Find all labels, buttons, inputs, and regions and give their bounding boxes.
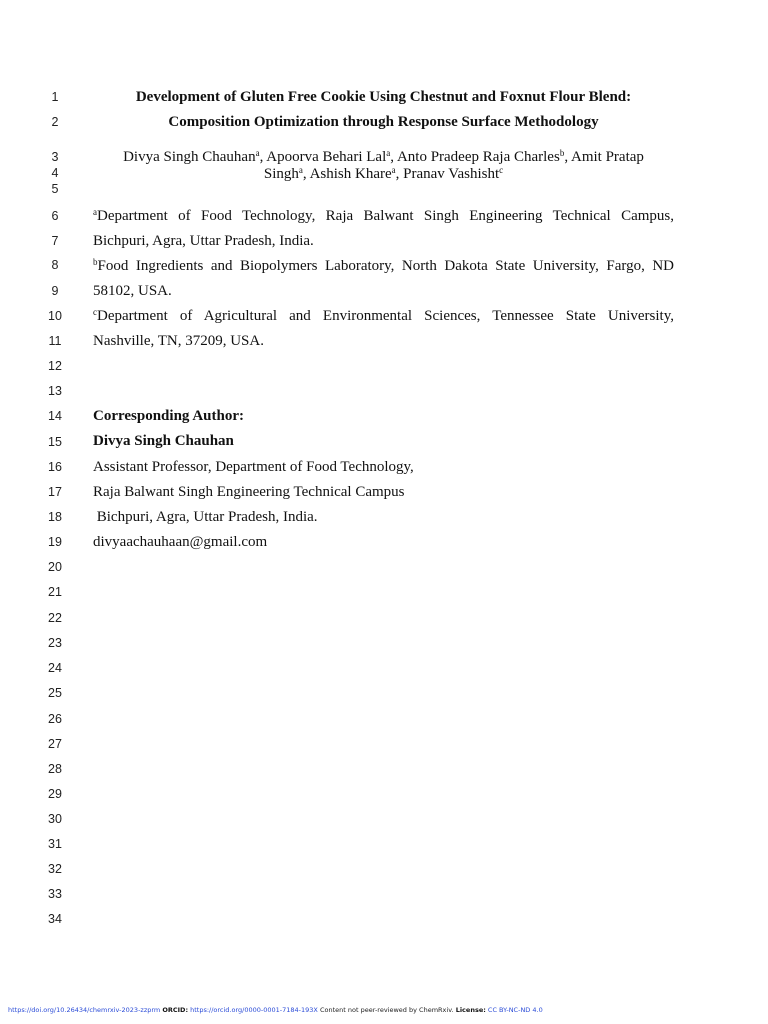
line-number: 3: [51, 150, 59, 164]
line-number: 17: [48, 485, 62, 499]
line-number: 21: [48, 585, 62, 599]
author-name: Divya Singh Chauhan: [123, 149, 256, 165]
license-label: License:: [455, 1006, 486, 1014]
affiliation-mark: b: [93, 257, 98, 267]
author-separator: ,: [390, 149, 397, 165]
corresponding-author-email: divyaachauhaan@gmail.com: [93, 534, 268, 550]
orcid-label: ORCID:: [162, 1006, 189, 1014]
affiliation-text: Food Ingredients and Biopolymers Laboratory, North Dakota State University, Fargo, ND: [97, 258, 674, 274]
line-number: 10: [48, 309, 62, 323]
line-number: 33: [48, 887, 62, 901]
author-name: Amit Pratap: [571, 149, 644, 165]
corresponding-author-heading: Corresponding Author:: [93, 408, 244, 424]
line-number: 9: [51, 284, 59, 298]
paper-title-line-1: Development of Gluten Free Cookie Using Chestnut and Foxnut Flour Blend:: [135, 89, 632, 105]
line-number: 28: [48, 762, 62, 776]
orcid-link[interactable]: https://orcid.org/0000-0001-7184-193X: [190, 1006, 318, 1014]
line-number: 13: [48, 384, 62, 398]
affiliation-mark: a: [93, 207, 97, 217]
line-number: 5: [51, 182, 59, 196]
line-number: 12: [48, 359, 62, 373]
line-number: 34: [48, 912, 62, 926]
author-name: Apoorva Behari Lal: [266, 149, 387, 165]
line-number: 29: [48, 787, 62, 801]
license-link[interactable]: CC BY-NC-ND 4.0: [487, 1006, 543, 1014]
line-number: 4: [51, 166, 59, 180]
affiliation-b-line-1: [93, 257, 674, 275]
line-number: 26: [48, 712, 62, 726]
affiliation-mark: a: [255, 148, 260, 158]
line-number: 19: [48, 535, 62, 549]
author-list-line-1: [93, 148, 674, 166]
line-number: 27: [48, 737, 62, 751]
line-number: 14: [48, 409, 62, 423]
line-number: 15: [48, 435, 62, 449]
affiliation-c-line-2: Nashville, TN, 37209, USA.: [93, 333, 264, 349]
line-number: 11: [48, 334, 62, 348]
line-number: 6: [51, 209, 59, 223]
author-list-line-2: [93, 165, 674, 183]
affiliation-mark: b: [559, 148, 565, 158]
affiliation-mark: a: [298, 165, 303, 175]
line-number: 2: [51, 115, 59, 129]
line-number: 8: [51, 258, 59, 272]
line-number: 18: [48, 510, 62, 524]
line-number: 22: [48, 611, 62, 625]
affiliation-mark: c: [93, 307, 97, 317]
line-number: 16: [48, 460, 62, 474]
line-number: 30: [48, 812, 62, 826]
corresponding-author-position: Assistant Professor, Department of Food Technology,: [93, 459, 414, 475]
author-separator: ,: [259, 149, 267, 165]
line-number: 23: [48, 636, 62, 650]
line-number: 24: [48, 661, 62, 675]
author-name: Pranav Vashisht: [403, 166, 500, 182]
paper-title-line-2: Composition Optimization through Response Surface Methodology: [168, 114, 599, 130]
peer-review-note: Content not peer-reviewed by ChemRxiv.: [319, 1006, 454, 1014]
affiliation-b-line-2: 58102, USA.: [93, 283, 172, 299]
author-separator: ,: [302, 166, 310, 182]
author-name: Singh: [263, 166, 299, 182]
affiliation-mark: c: [499, 165, 504, 175]
line-number: 1: [51, 90, 59, 104]
affiliation-a-line-2: Bichpuri, Agra, Uttar Pradesh, India.: [93, 233, 314, 249]
affiliation-text: Department of Agricultural and Environmental Sciences, Tennessee State University,: [97, 308, 674, 324]
author-separator: ,: [395, 166, 404, 182]
line-number: 7: [51, 234, 59, 248]
line-number: 31: [48, 837, 62, 851]
line-number: 20: [48, 560, 62, 574]
author-name: Anto Pradeep Raja Charles: [396, 149, 560, 165]
doi-link[interactable]: https://doi.org/10.26434/chemrxiv-2023-zzprm: [8, 1006, 161, 1014]
affiliation-a-line-1: [93, 207, 674, 225]
corresponding-author-location: Bichpuri, Agra, Uttar Pradesh, India.: [93, 509, 318, 525]
affiliation-text: Department of Food Technology, Raja Balwant Singh Engineering Technical Campus,: [97, 208, 674, 224]
page-footer: [8, 1006, 543, 1014]
line-number: 32: [48, 862, 62, 876]
author-name: Ashish Khare: [309, 166, 392, 182]
corresponding-author-name: Divya Singh Chauhan: [93, 433, 234, 449]
corresponding-author-institution: Raja Balwant Singh Engineering Technical Campus: [93, 484, 405, 500]
author-separator: ,: [564, 149, 571, 165]
line-number: 25: [48, 686, 62, 700]
affiliation-mark: a: [391, 165, 396, 175]
affiliation-mark: a: [386, 148, 391, 158]
affiliation-c-line-1: [93, 307, 674, 325]
